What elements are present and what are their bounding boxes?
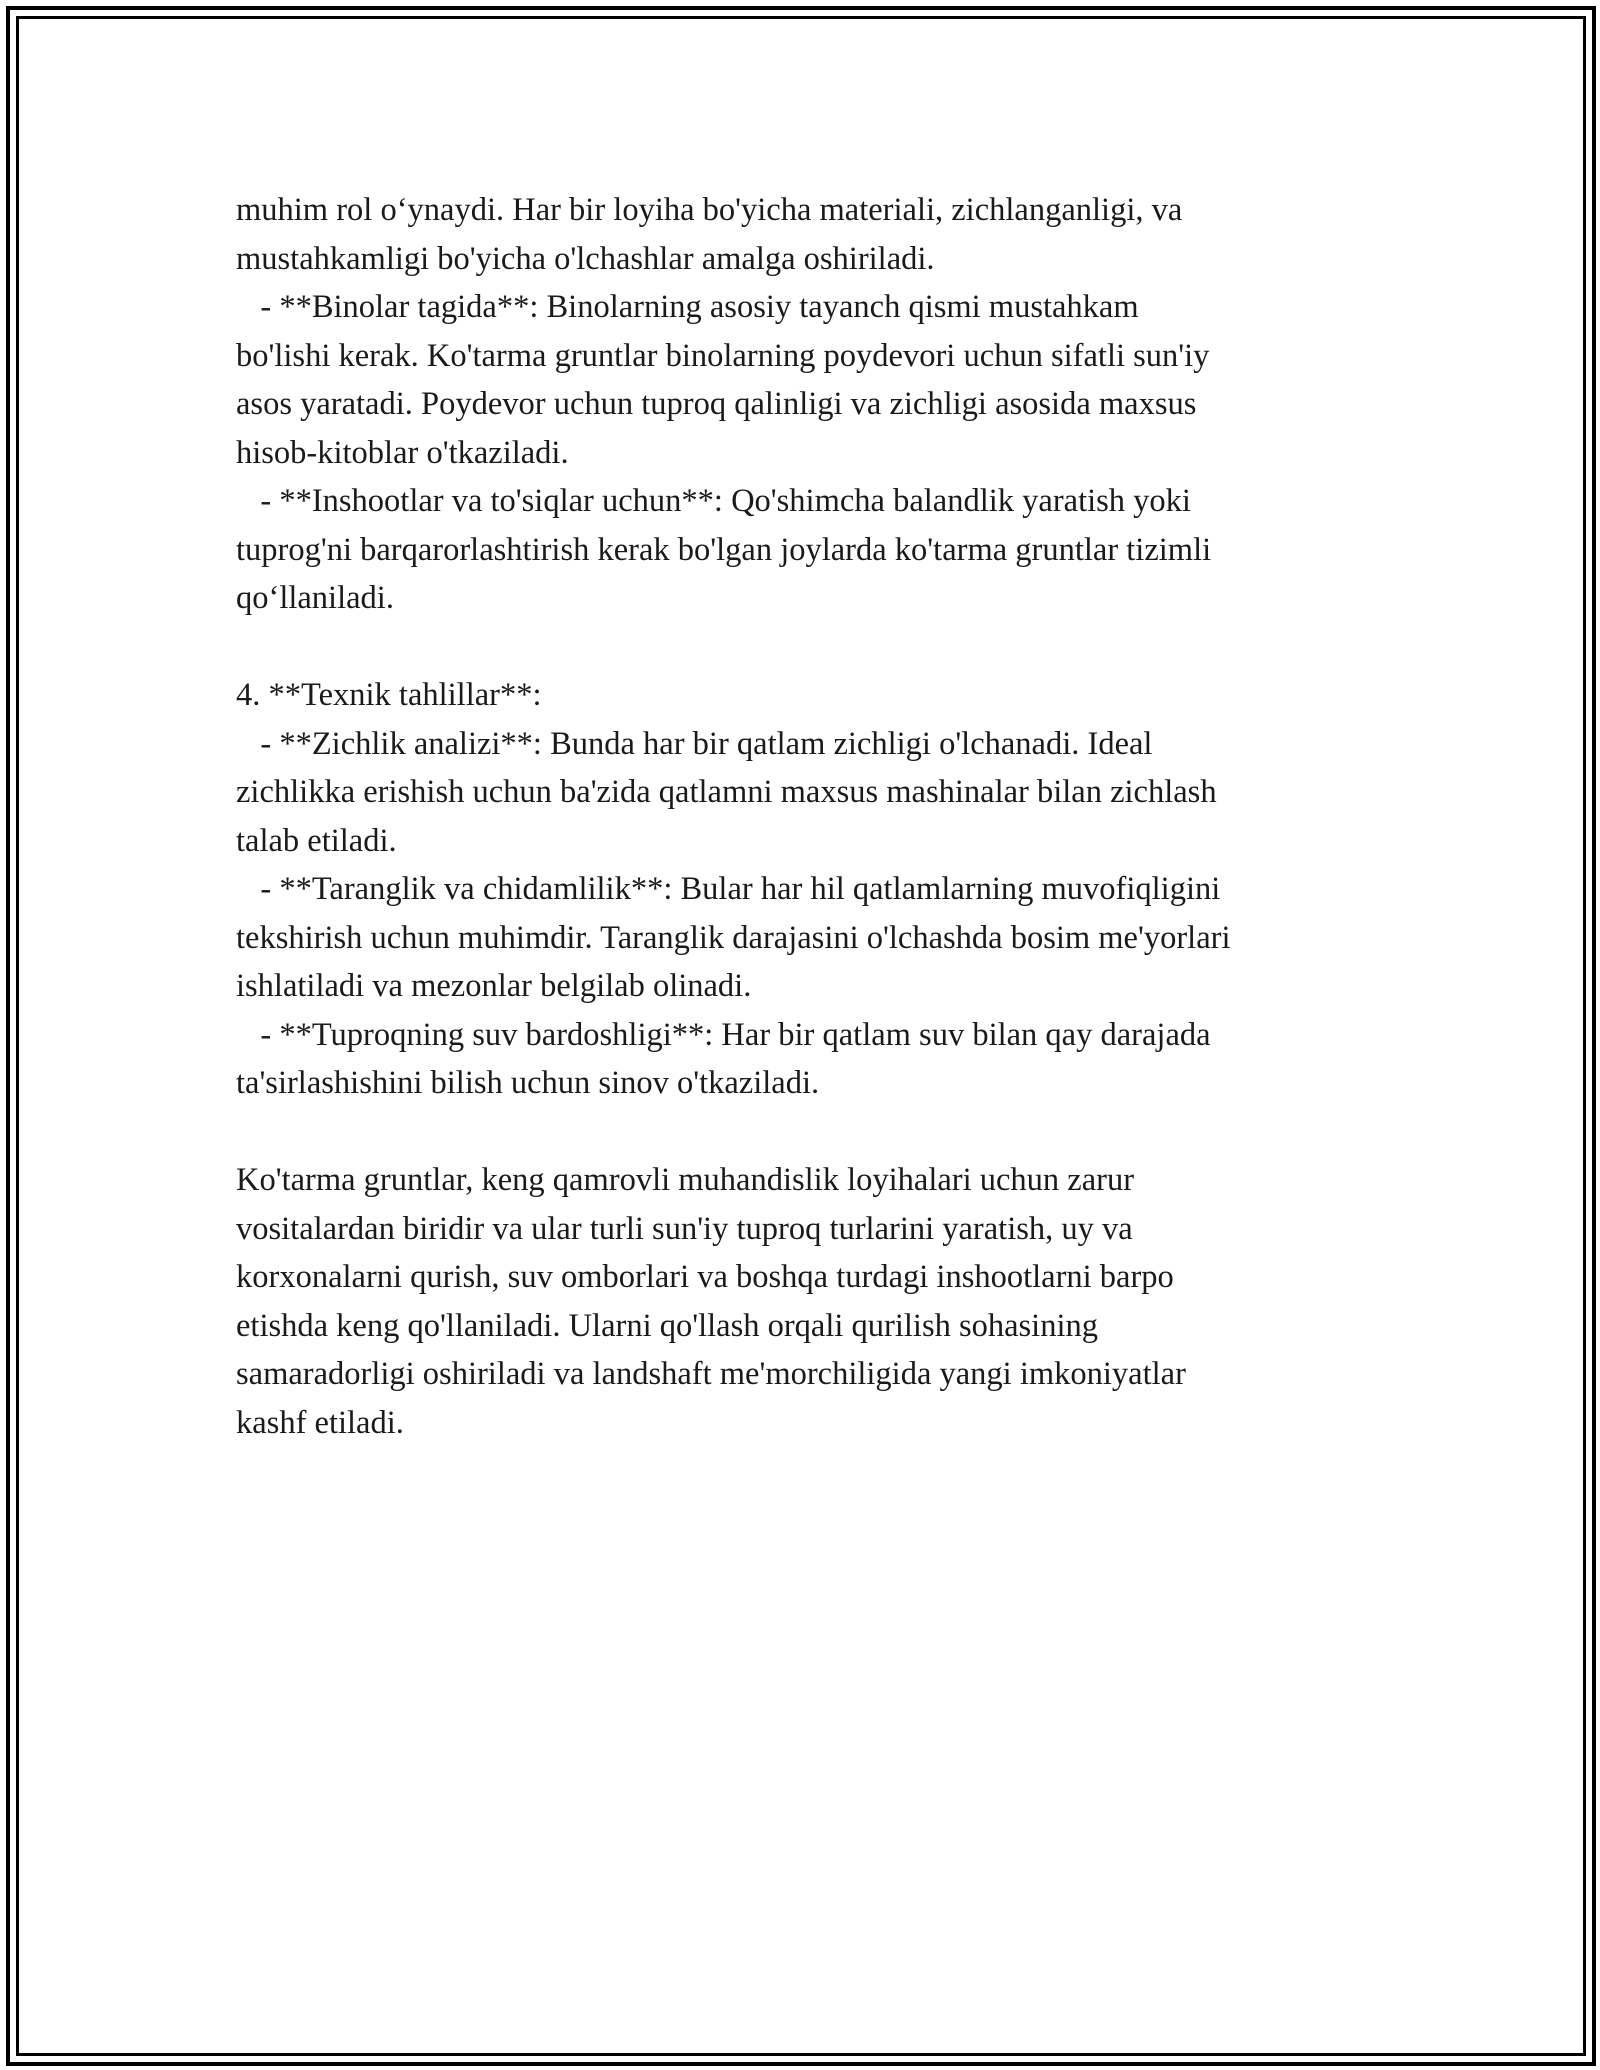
text-line: muhim rol o‘ynaydi. Har bir loyiha bo'yicha materiali, zichlanganligi, va	[236, 192, 1183, 228]
text-line: - **Zichlik analizi**: Bunda har bir qatlam zichligi o'lchanadi. Ideal	[236, 725, 1153, 762]
text-line: ta'sirlashishini bilish uchun sinov o'tkaziladi.	[236, 1065, 820, 1101]
text-line: qo‘llaniladi.	[236, 580, 394, 616]
paragraph-2	[236, 671, 1376, 1108]
text-line: tuprog'ni barqarorlashtirish kerak bo'lgan joylarda ko'tarma gruntlar tizimli	[236, 531, 1212, 568]
text-line: ishlatiladi va mezonlar belgilab olinadi.	[236, 968, 752, 1004]
text-line: - **Taranglik va chidamlilik**: Bular har hil qatlamlarning muvofiqligini	[236, 871, 1221, 907]
text-line: - **Binolar tagida**: Binolarning asosiy tayanch qismi mustahkam	[236, 289, 1139, 325]
text-line: tekshirish uchun muhimdir. Taranglik darajasini o'lchashda bosim me'yorlari	[236, 919, 1231, 956]
text-line: samaradorligi oshiriladi va landshaft me'morchiligida yangi imkoniyatlar	[236, 1356, 1186, 1392]
text-line: vositalardan biridir va ular turli sun'iy tuproq turlarini yaratish, uy va	[236, 1210, 1133, 1247]
text-line: bo'lishi kerak. Ko'tarma gruntlar binolarning poydevori uchun sifatli sun'iy	[236, 337, 1210, 374]
text-line: asos yaratadi. Poydevor uchun tuproq qalinligi va zichligi asosida maxsus	[236, 386, 1197, 422]
text-line: korxonalarni qurish, suv omborlari va boshqa turdagi inshootlarni barpo	[236, 1259, 1174, 1295]
paragraph-3	[236, 1156, 1376, 1447]
text-line: hisob-kitoblar o'tkaziladi.	[236, 434, 569, 471]
paragraph-gap	[236, 1108, 1376, 1157]
text-line: zichlikka erishish uchun ba'zida qatlamni maxsus mashinalar bilan zichlash	[236, 774, 1217, 810]
text-line: mustahkamligi bo'yicha o'lchashlar amalga oshiriladi.	[236, 240, 935, 277]
document-body	[236, 186, 1376, 1447]
text-line: - **Inshootlar va to'siqlar uchun**: Qo'shimcha balandlik yaratish yoki	[236, 483, 1191, 519]
text-line: etishda keng qo'llaniladi. Ularni qo'llash orqali qurilish sohasining	[236, 1307, 1098, 1344]
text-line: - **Tuproqning suv bardoshligi**: Har bir qatlam suv bilan qay darajada	[236, 1016, 1211, 1053]
section-heading: 4. **Texnik tahlillar**:	[236, 677, 542, 713]
text-line: Ko'tarma gruntlar, keng qamrovli muhandislik loyihalari uchun zarur	[236, 1162, 1135, 1198]
text-line: kashf etiladi.	[236, 1404, 404, 1441]
paragraph-gap	[236, 623, 1376, 672]
text-line: talab etiladi.	[236, 822, 397, 859]
paragraph-1	[236, 186, 1376, 623]
